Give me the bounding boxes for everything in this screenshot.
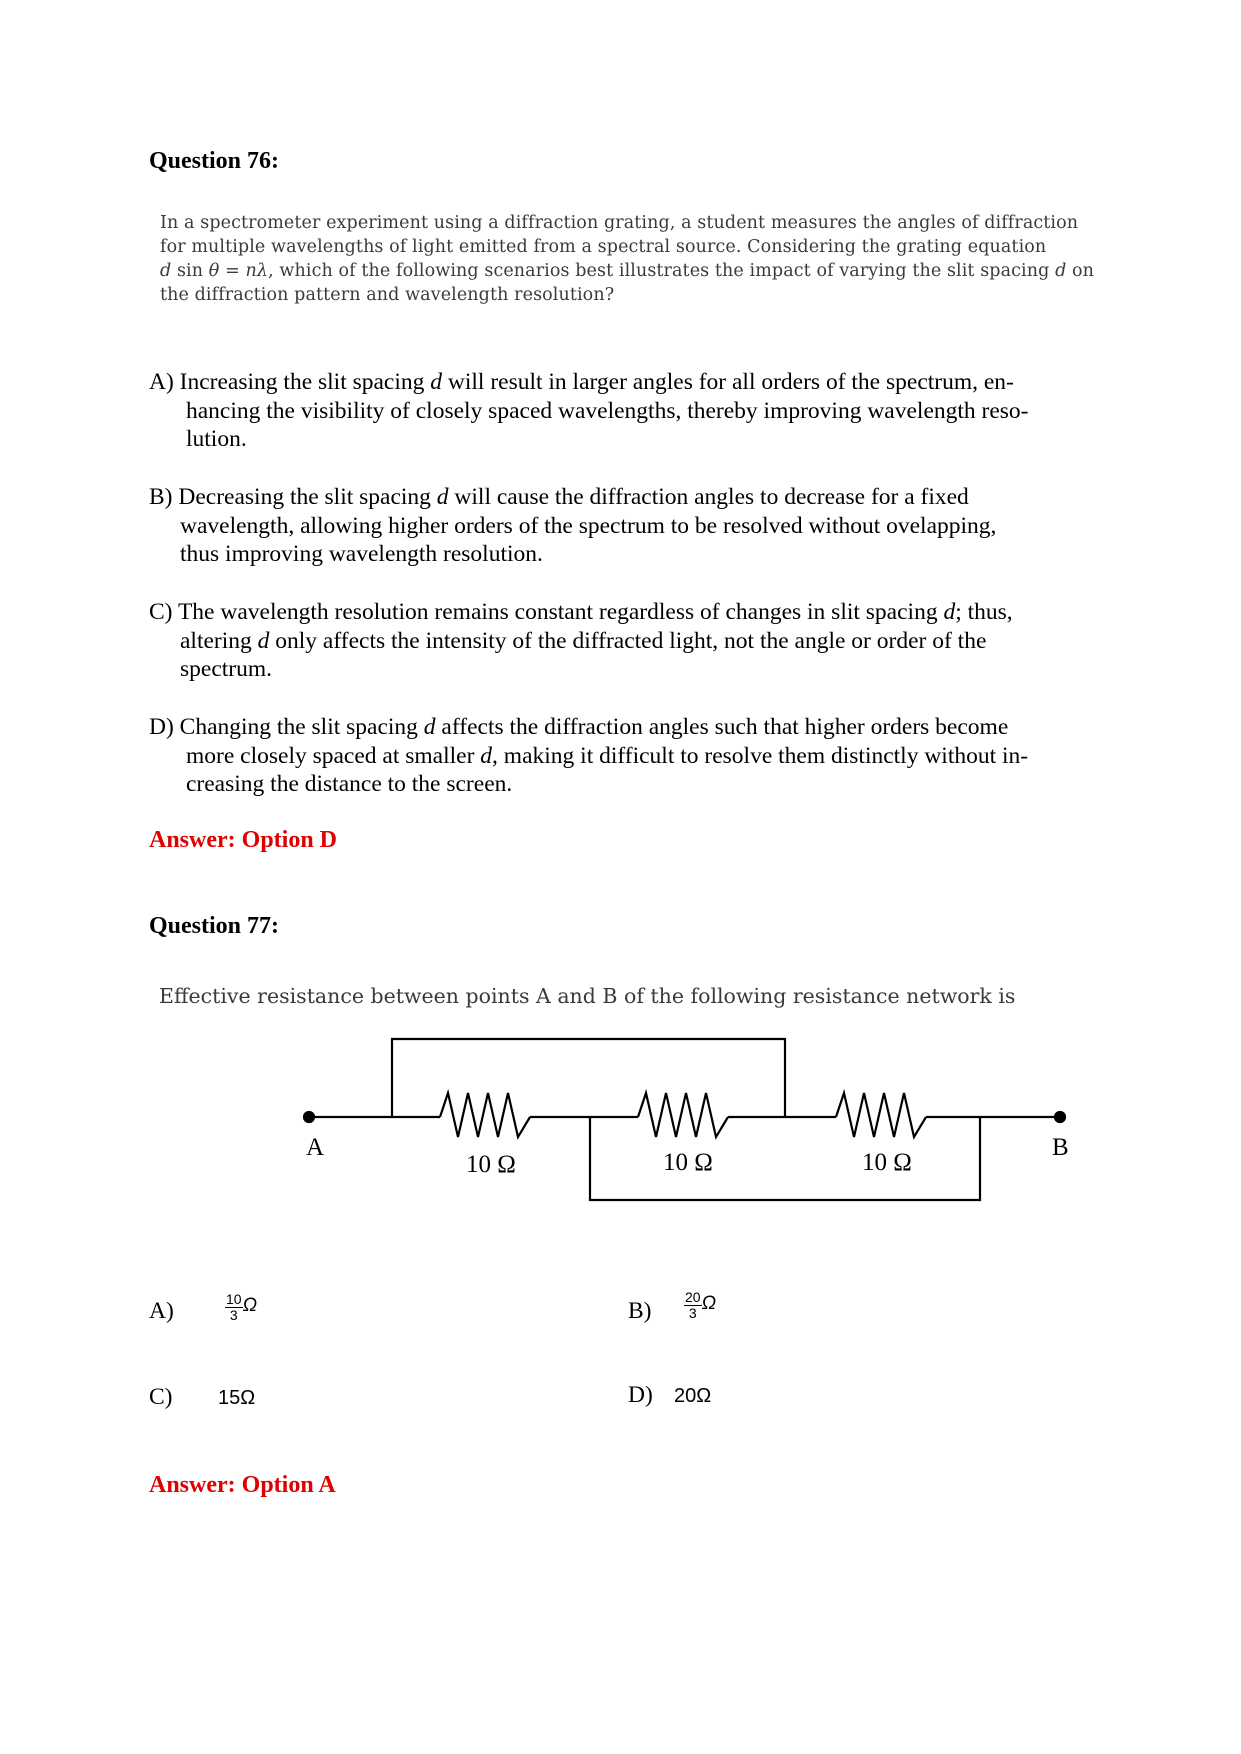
resistor-2-zigzag — [638, 1093, 728, 1137]
option-line: wavelength, allowing higher orders of the spectrum to be resolved without ovelapping, — [180, 512, 997, 539]
stem-line: In a spectrometer experiment using a diffraction grating, a student measures the angles of diffraction — [160, 213, 1079, 233]
choice-b-label: B) — [628, 1298, 652, 1324]
choice-a-label: A) — [149, 1298, 174, 1324]
choice-c-label: C) — [149, 1384, 173, 1410]
stem-line: d sin θ = nλ, which of the following scenarios best illustrates the impact of varying the slit spacing d on — [160, 261, 1095, 281]
resistor-1-zigzag — [440, 1093, 530, 1137]
option-line: altering d only affects the intensity of the diffracted light, not the angle or order of the — [180, 627, 987, 654]
denominator: 3 — [229, 1307, 238, 1323]
stem-line: the diffraction pattern and wavelength resolution? — [160, 285, 615, 305]
option-line: hancing the visibility of closely spaced wavelengths, thereby improving wavelength reso- — [186, 397, 1029, 424]
resistor-1-label: 10 Ω — [466, 1151, 516, 1178]
terminal-b-label: B — [1052, 1134, 1069, 1161]
choice-c-value: 15Ω — [218, 1387, 256, 1409]
choice-a-value — [225, 1292, 257, 1323]
choice-d-label: D) — [628, 1382, 653, 1408]
resistor-2-label: 10 Ω — [663, 1149, 713, 1176]
fraction — [225, 1292, 243, 1323]
option-line: creasing the distance to the screen. — [186, 771, 513, 797]
answer-76: Answer: Option D — [149, 827, 338, 853]
terminal-a-label: A — [306, 1134, 325, 1161]
resistor-3-zigzag — [836, 1093, 926, 1137]
choice-d-value: 20Ω — [674, 1385, 712, 1407]
answer-77: Answer: Option A — [149, 1472, 336, 1498]
option-line: D) Changing the slit spacing d affects the diffraction angles such that higher orders become — [149, 714, 1009, 740]
option-line: thus improving wavelength resolution. — [180, 541, 543, 567]
resistor-3-label: 10 Ω — [862, 1149, 912, 1176]
option-line: more closely spaced at smaller d, making it difficult to resolve them distinctly without in- — [186, 742, 1029, 769]
question-76-title: Question 76: — [149, 148, 280, 174]
option-line: lution. — [186, 426, 247, 452]
option-line: spectrum. — [180, 656, 273, 682]
fraction — [684, 1290, 702, 1321]
option-line: B) Decreasing the slit spacing d will cause the diffraction angles to decrease for a fixed — [149, 484, 969, 510]
numerator: 20 — [685, 1289, 701, 1305]
denominator: 3 — [688, 1305, 697, 1321]
ohm-unit: Ω — [701, 1293, 717, 1315]
choice-b-value — [684, 1290, 716, 1321]
bottom-bypass-wire — [590, 1117, 980, 1200]
stem-line: for multiple wavelengths of light emitted from a spectral source. Considering the grating equation — [160, 237, 1047, 257]
numerator: 10 — [226, 1291, 242, 1307]
question-77-title: Question 77: — [149, 913, 280, 939]
question-77-stem: Effective resistance between points A and B of the following resistance network is — [159, 984, 1016, 1008]
ohm-unit: Ω — [242, 1295, 258, 1317]
terminal-b-dot — [1055, 1112, 1065, 1122]
option-line: A) Increasing the slit spacing d will result in larger angles for all orders of the spectrum, en- — [149, 369, 1014, 395]
option-line: C) The wavelength resolution remains constant regardless of changes in slit spacing d; thus, — [149, 599, 1013, 625]
